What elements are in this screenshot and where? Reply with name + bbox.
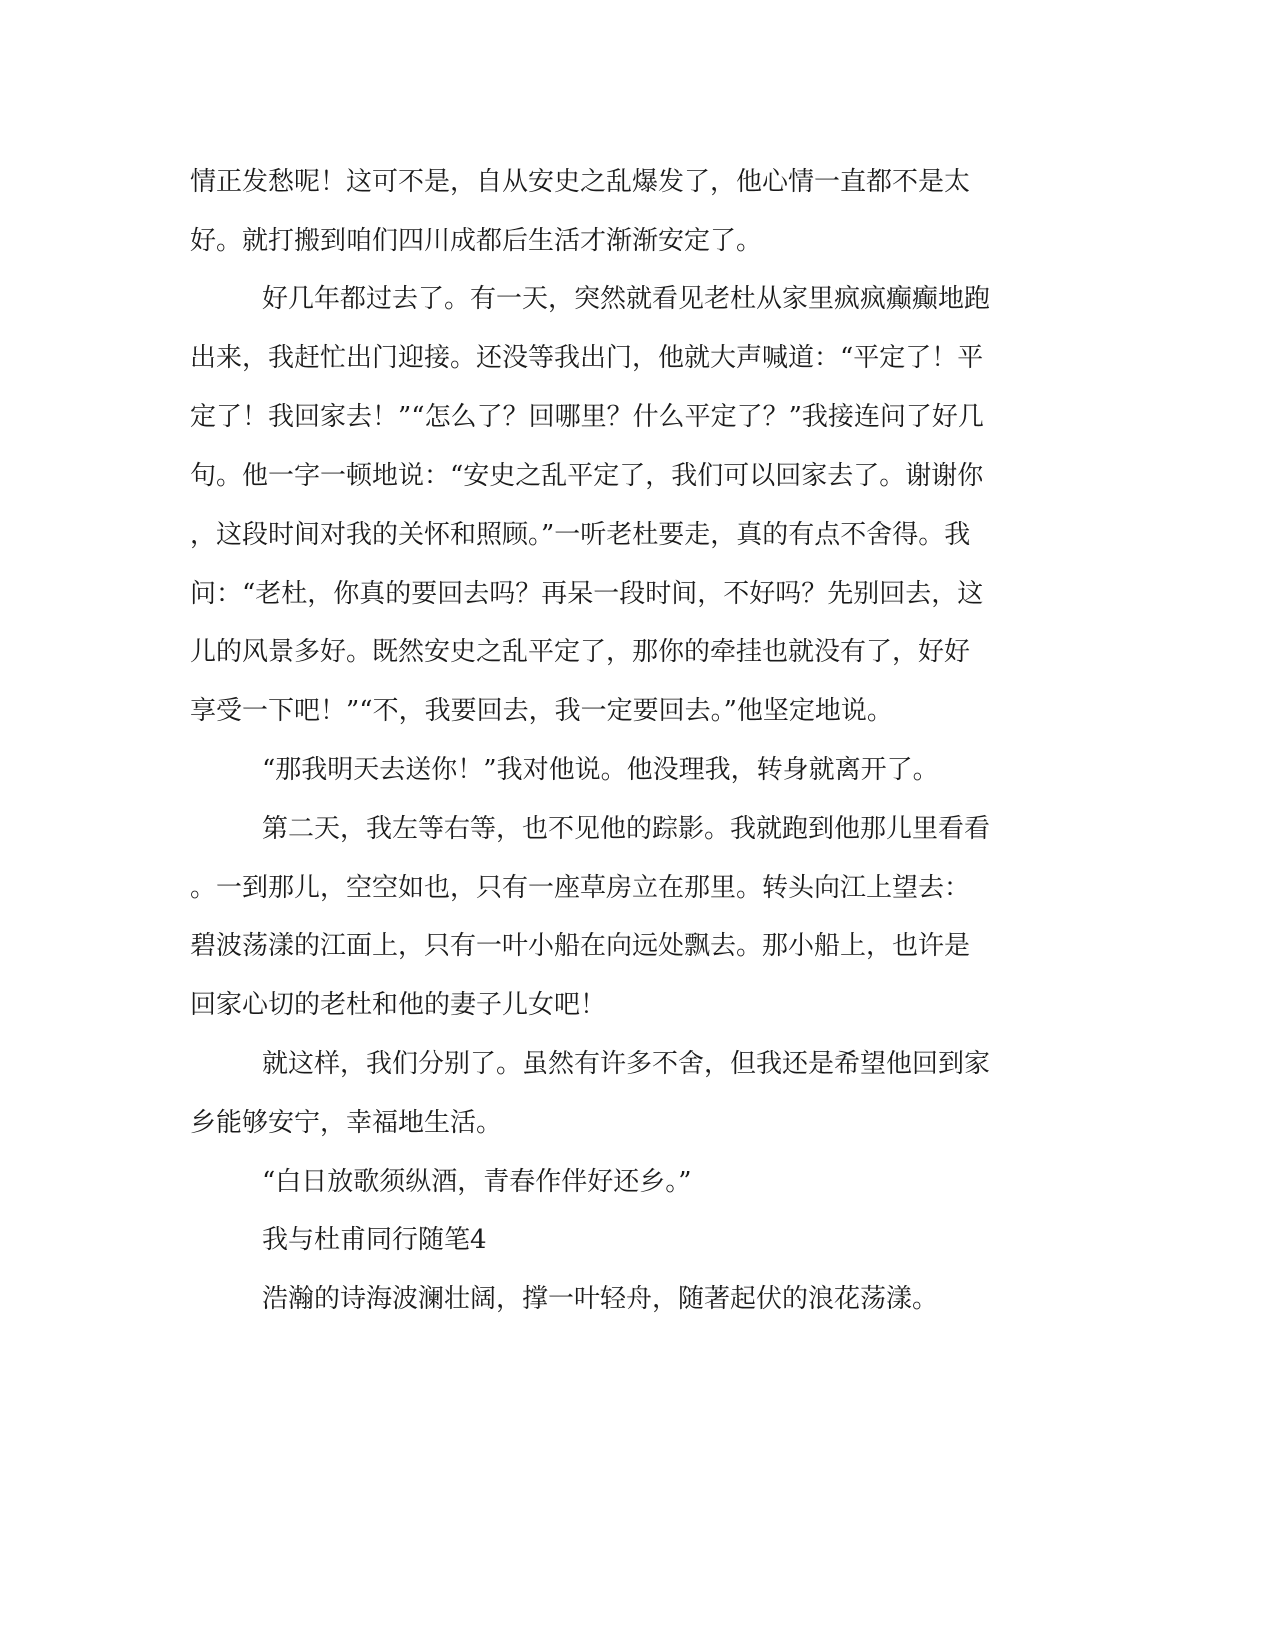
text-line: 乡能够安宁，幸福地生活。 bbox=[190, 1108, 503, 1138]
text-line: 定了！我回家去！”“怎么了？回哪里？什么平定了？”我接连问了好几 bbox=[190, 402, 984, 432]
text-line: 。一到那儿，空空如也，只有一座草房立在那里。转头向江上望去： bbox=[190, 873, 971, 903]
text-line: 情正发愁呢！这可不是，自从安史之乱爆发了，他心情一直都不是太 bbox=[190, 167, 971, 197]
text-line: 出来，我赶忙出门迎接。还没等我出门，他就大声喊道：“平定了！平 bbox=[190, 343, 984, 373]
text-line: 问：“老杜，你真的要回去吗？再呆一段时间，不好吗？先别回去，这 bbox=[190, 579, 984, 609]
section-heading: 我与杜甫同行随笔4 bbox=[262, 1225, 487, 1255]
paragraph-start-line: 浩瀚的诗海波澜壮阔，撑一叶轻舟，随著起伏的浪花荡漾。 bbox=[262, 1284, 939, 1314]
poem-quote-line: “白日放歌须纵酒，青春作伴好还乡。” bbox=[262, 1167, 692, 1197]
text-line: 儿的风景多好。既然安史之乱平定了，那你的牵挂也就没有了，好好 bbox=[190, 637, 971, 667]
text-line: 句。他一字一顿地说：“安史之乱平定了，我们可以回家去了。谢谢你 bbox=[190, 461, 984, 491]
text-line: 回家心切的老杜和他的妻子儿女吧！ bbox=[190, 990, 607, 1020]
paragraph-start-line: 第二天，我左等右等，也不见他的踪影。我就跑到他那儿里看看 bbox=[262, 814, 991, 844]
text-line: 碧波荡漾的江面上，只有一叶小船在向远处飘去。那小船上，也许是 bbox=[190, 931, 971, 961]
paragraph-start-line: “那我明天去送你！”我对他说。他没理我，转身就离开了。 bbox=[262, 755, 939, 785]
paragraph-start-line: 好几年都过去了。有一天，突然就看见老杜从家里疯疯癫癫地跑 bbox=[262, 284, 991, 314]
text-line: 享受一下吧！”“不，我要回去，我一定要回去。”他坚定地说。 bbox=[190, 696, 893, 726]
paragraph-start-line: 就这样，我们分别了。虽然有许多不舍，但我还是希望他回到家 bbox=[262, 1049, 991, 1079]
text-line: 好。就打搬到咱们四川成都后生活才渐渐安定了。 bbox=[190, 226, 763, 256]
text-line: ，这段时间对我的关怀和照顾。”一听老杜要走，真的有点不舍得。我 bbox=[190, 520, 971, 550]
